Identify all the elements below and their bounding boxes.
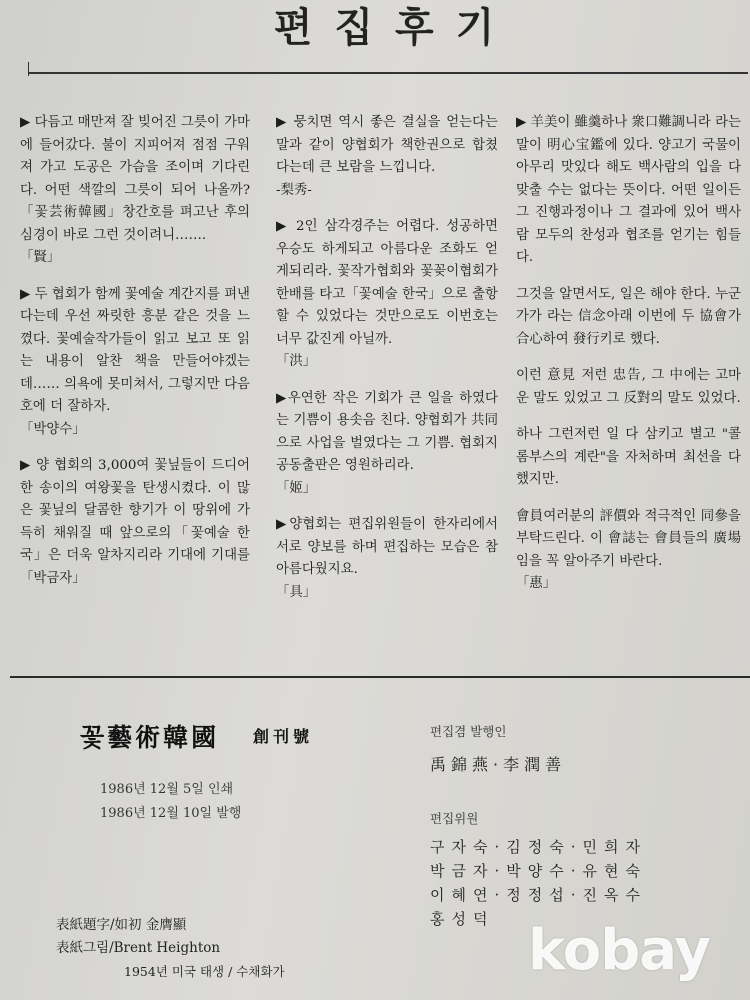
cover-credits <box>56 914 285 983</box>
cover-title-credit: 表紙題字/如初 金膺顯 <box>56 917 187 933</box>
column-2 <box>276 112 498 618</box>
cover-art-credit: 表紙그림/Brent Heighton <box>56 940 221 956</box>
watermark: kobay <box>528 918 710 983</box>
author-signature: 「惠」 <box>516 576 557 591</box>
editorial-note: ▶양협회는 편집위원들이 한자리에서 서로 양보를 하며 편집하는 모습은 참 아름다웠지요. 「具」 <box>276 514 498 604</box>
publication-dates <box>100 778 241 826</box>
page-title: 편집후기 <box>273 5 517 51</box>
editorial-note: 이런 意見 저런 忠告, 그 中에는 고마운 말도 있었고 그 反對의 말도 있었다. <box>516 368 741 406</box>
editorial-note: ▶ 뭉치면 역시 좋은 결실을 얻는다는 말과 같이 양협회가 책한권으로 합쳤다는데 큰 보람을 느낍니다. -梨秀- <box>276 112 498 202</box>
column-1 <box>20 112 250 604</box>
editorial-note: ▶ 2인 삼각경주는 어렵다. 성공하면 우승도 하게되고 아름다운 조화도 얻게되리라. 꽃작가협회와 꽃꽂이협회가 한배를 타고「꽃예술 한국」으로 출항할 수 있었다는 것만으로도 이번호는 너무 값진게 아닐까. 「洪」 <box>276 216 498 374</box>
editorial-note: 會員여러분의 評價와 적극적인 同參을 부탁드린다. 이 會誌는 會員들의 廣場임을 꼭 알아주기 바란다. 「惠」 <box>516 506 741 596</box>
editorial-note: ▶ 다듬고 매만져 잘 빚어진 그릇이 가마에 들어갔다. 불이 지피어져 점점 구워져 가고 도공은 가슴을 조이며 기다린다. 어떤 색깔의 그릇이 되어 나올까? 「꽃芸術韓國」창간호를 펴고난 후의 심경이 바로 그런 것이려니……. 「賢」 <box>20 112 250 270</box>
editorial-note: 하나 그런저런 일 다 삼키고 별고 "콜롬부스의 계란"을 자처하며 최선을 다했지만. <box>516 427 741 487</box>
editorial-note: ▶ 양 협회의 3,000여 꽃닢들이 드디어 한 송이의 여왕꽃을 탄생시켰다. 이 많은 꽃닢의 달콤한 향기가 이 땅위에 가득히 채워질 때 앞으로의「꽃예술 한국」은 더욱 알차지리라 기대에 기대를「박금자」 <box>20 458 250 586</box>
publisher-label: 편집겸 발행인 <box>430 724 507 739</box>
masthead <box>430 722 730 931</box>
publish-date: 1986년 12월 10일 발행 <box>100 806 242 821</box>
editors-label: 편집위원 <box>430 811 479 826</box>
section-divider <box>10 676 750 678</box>
author-signature: 「洪」 <box>276 354 317 369</box>
editor-names-row: 이혜연·정정섭·진옥수 <box>430 886 647 904</box>
author-signature: 「姬」 <box>276 480 317 496</box>
editor-names-row: 구자숙·김정숙·민희자 <box>430 838 647 856</box>
title-rule <box>28 72 748 74</box>
editorial-note: ▶ 두 협회가 함께 꽃예술 계간지를 펴낸다는데 우선 짜릿한 흥분 같은 것을 느꼈다. 꽃예술작가들이 읽고 보고 또 읽는 내용이 알찬 책을 만들어야겠는데…… 의욕에 못미쳐서, 그렇지만 다음 호에 더 잘하자. 「박양수」 <box>20 284 250 442</box>
editor-names-row: 홍성덕 <box>430 910 495 928</box>
print-date: 1986년 12월 5일 인쇄 <box>100 782 234 797</box>
author-signature: 「具」 <box>276 584 317 600</box>
author-signature: 「賢」 <box>20 250 61 265</box>
magazine-title: 꽃藝術韓國 <box>80 723 220 752</box>
editorial-note: ▶ 羊美이 雖羹하나 衆口難調니라 라는 말이 明心宝鑑에 있다. 양고기 국물이 아무리 맛있다 해도 백사람의 입을 다 맞출 수는 없다는 뜻이다. 어떤 일이든 그 진행과정이나 그 결과에 있어 백사람 모두의 찬성과 협조를 얻기는 힘들다. <box>516 115 741 265</box>
editor-list <box>430 835 730 931</box>
author-signature: 「박양수」 <box>20 421 86 437</box>
editorial-note: ▶우연한 작은 기회가 큰 일을 하였다는 기쁨이 용솟음 친다. 양협회가 共同으로 사업을 벌였다는 그 기쁨. 협회지 공동출판은 영원하리라. 「姬」 <box>276 388 498 501</box>
column-3 <box>516 112 741 610</box>
publisher-names: 禹錦燕·李潤善 <box>430 755 567 774</box>
editor-names-row: 박금자·박양수·유현숙 <box>430 862 647 880</box>
author-signature: -梨秀- <box>276 182 312 198</box>
cover-artist-note: 1954년 미국 태생 / 수채화가 <box>124 964 285 979</box>
editorial-note: 그것을 알면서도, 일은 해야 한다. 누군가가 라는 信念아래 이번에 두 協會가 合心하여 發行키로 했다. <box>516 286 741 347</box>
issue-label: 創刊號 <box>253 727 314 746</box>
